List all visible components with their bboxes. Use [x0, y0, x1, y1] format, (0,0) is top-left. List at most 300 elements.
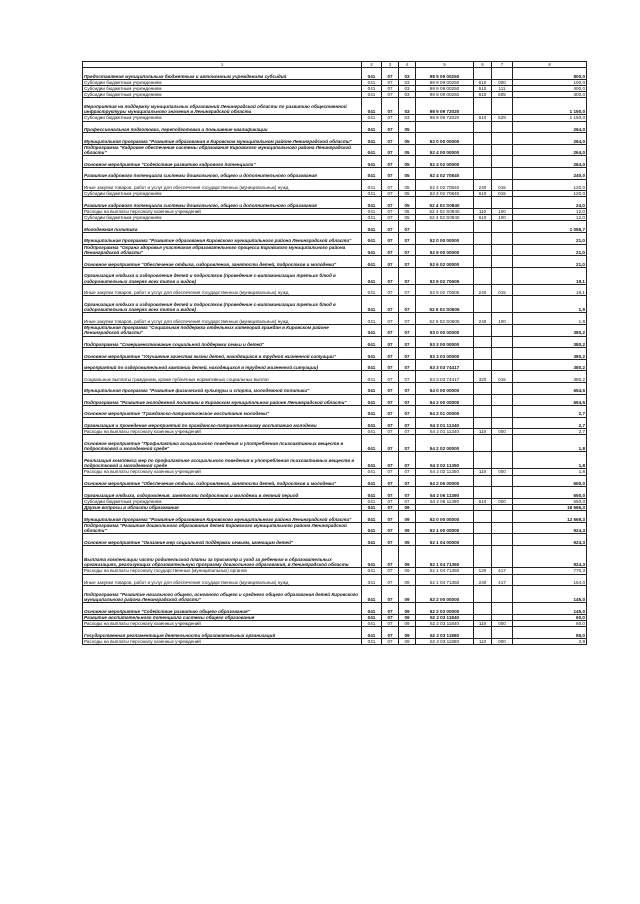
target-article-code: 52 2 03 11840: [416, 614, 474, 620]
section-code: 07: [382, 179, 399, 191]
target-article-code: 52 6 00 00000: [416, 244, 474, 256]
subsection-code: 07: [399, 429, 416, 435]
section-code: 07: [382, 284, 399, 296]
ministry-code: 041: [362, 244, 382, 256]
target-article-code: 98 9 09 00250: [416, 68, 474, 80]
table-row: [83, 296, 587, 313]
row-name: Расходы на выплаты персоналу казенных учреждений: [83, 429, 362, 435]
ministry-code: 041: [362, 221, 382, 233]
amount: 12,0: [513, 215, 587, 221]
row-name: Выплата компенсации части родительской платы за присмотр и уход за ребенком в образовательных организациях, реализующих образовательную программу дошкольного образования, в Ленинградской области: [83, 546, 362, 568]
target-article-code: 52 2 03 00000: [416, 603, 474, 615]
row-name: Основное мероприятие "Улучшение качества жизни детей, находящихся в трудной жизненной ситуации": [83, 348, 362, 360]
target-article-code: 52 4 02 00000: [416, 156, 474, 168]
table-row: [83, 394, 587, 406]
expense-type-code: 610: [474, 191, 492, 197]
subsection-code: 09: [399, 534, 416, 546]
subsection-code: 09: [399, 522, 416, 534]
ministry-code: 041: [362, 429, 382, 435]
table-row: [83, 627, 587, 639]
subsection-code: 07: [399, 469, 416, 475]
subsection-code: 03: [399, 115, 416, 121]
table-row: [83, 603, 587, 615]
amount: 654,5: [513, 382, 587, 394]
target-article-code: 52 6 02 S0605: [416, 296, 474, 313]
amount: 1,9: [513, 313, 587, 325]
target-article-code: 53 3 03 74417: [416, 371, 474, 383]
target-article-code: 98 9 09 00250: [416, 92, 474, 98]
table-row: [83, 167, 587, 179]
section-code: 07: [382, 627, 399, 639]
row-name: Организация отдыха и оздоровления детей и подростков (проведение с-витаминизации третьих блюд в оздоровительных лагерях всех типов и видов): [83, 296, 362, 313]
subsection-code: 03: [399, 98, 416, 115]
amount: 654,5: [513, 394, 587, 406]
row-name: Подпрограмма "Развитие молодежной политики в Кировском муниципальном районе Ленинградской области": [83, 394, 362, 406]
amount: 1 150,0: [513, 98, 587, 115]
expense-type-code: 240: [474, 313, 492, 325]
target-article-code: 54 2 02 00000: [416, 435, 474, 452]
target-article-code: 52 6 02 S0605: [416, 313, 474, 325]
ministry-code: 041: [362, 546, 382, 568]
subsection-code: 09: [399, 614, 416, 620]
row-name: Подпрограмма "Развитие начального общего, основного общего и среднего общего образования детей Кировского муниципального района Ленинградской области": [83, 586, 362, 603]
kosgu-code: 417: [492, 574, 513, 586]
row-name: Подпрограмма "Совершенствование социальной поддержки семьи и детей": [83, 336, 362, 348]
kosgu-code: [492, 267, 513, 284]
expense-type-code: [474, 156, 492, 168]
table-row: [83, 179, 587, 191]
amount: 1,8: [513, 452, 587, 469]
section-code: 07: [382, 232, 399, 244]
subsection-code: 09: [399, 621, 416, 627]
expense-type-code: [474, 534, 492, 546]
row-name: Муниципальная программа "Развитие образования в Кировском муниципальном районе Ленинградской области": [83, 133, 362, 145]
subsection-code: 07: [399, 324, 416, 336]
subsection-code: 07: [399, 256, 416, 268]
section-code: 07: [382, 336, 399, 348]
table-row: [83, 197, 587, 209]
kosgu-code: 505: [492, 92, 513, 98]
target-article-code: 54 2 02 11350: [416, 469, 474, 475]
target-article-code: 52 1 00 00000: [416, 522, 474, 534]
section-code: 07: [382, 475, 399, 487]
kosgu-code: [492, 98, 513, 115]
section-code: 07: [382, 417, 399, 429]
expense-type-code: 240: [474, 574, 492, 586]
subsection-code: 03: [399, 92, 416, 98]
table-row: [83, 156, 587, 168]
amount: 1 056,7: [513, 221, 587, 233]
section-code: 07: [382, 586, 399, 603]
amount: 264,0: [513, 144, 587, 156]
ministry-code: 041: [362, 603, 382, 615]
subsection-code: 05: [399, 121, 416, 133]
kosgu-code: [492, 144, 513, 156]
expense-type-code: [474, 256, 492, 268]
subsection-code: 05: [399, 133, 416, 145]
ministry-code: 041: [362, 498, 382, 504]
expense-type-code: [474, 244, 492, 256]
ministry-code: 041: [362, 336, 382, 348]
kosgu-code: [492, 586, 513, 603]
subsection-code: 07: [399, 284, 416, 296]
row-name: Развитие воспитательного потенциала системы общего образования: [83, 614, 362, 620]
table-row: [83, 452, 587, 469]
kosgu-code: 000: [492, 638, 513, 644]
subsection-code: 09: [399, 638, 416, 644]
kosgu-code: [492, 167, 513, 179]
column-number: 7: [492, 62, 513, 68]
ministry-code: 041: [362, 313, 382, 325]
budget-rows: [83, 68, 587, 645]
amount: 100,0: [513, 79, 587, 85]
amount: 1,8: [513, 435, 587, 452]
row-name: Расходы на выплаты персоналу казенных учреждений: [83, 208, 362, 214]
kosgu-code: [492, 487, 513, 499]
expense-type-code: [474, 586, 492, 603]
kosgu-code: [492, 324, 513, 336]
row-name: Развитие кадрового потенциала системы дошкольного, общего и дополнительного образования: [83, 197, 362, 209]
amount: 2,9: [513, 638, 587, 644]
amount: 380,2: [513, 348, 587, 360]
amount: 650,0: [513, 498, 587, 504]
kosgu-code: [492, 348, 513, 360]
target-article-code: 54 2 01 11340: [416, 429, 474, 435]
table-row: [83, 487, 587, 499]
expense-type-code: [474, 348, 492, 360]
subsection-code: 07: [399, 221, 416, 233]
expense-type-code: 240: [474, 284, 492, 296]
target-article-code: 54 2 01 00000: [416, 406, 474, 418]
target-article-code: 52 2 03 11880: [416, 638, 474, 644]
ministry-code: 041: [362, 296, 382, 313]
kosgu-code: [492, 534, 513, 546]
kosgu-code: 015: [492, 191, 513, 197]
table-row: [83, 382, 587, 394]
row-name: Основное мероприятие "Профилактика асоциального поведения и употребления психоактивных веществ в подростковой и молодежной среде": [83, 435, 362, 452]
ministry-code: 041: [362, 92, 382, 98]
section-code: 07: [382, 469, 399, 475]
ministry-code: 041: [362, 348, 382, 360]
amount: 1,8: [513, 469, 587, 475]
expense-type-code: [474, 68, 492, 80]
subsection-code: 05: [399, 167, 416, 179]
kosgu-code: 111: [492, 86, 513, 92]
expense-type-code: 610: [474, 215, 492, 221]
ministry-code: 041: [362, 98, 382, 115]
amount: 12,0: [513, 208, 587, 214]
expense-type-code: [474, 144, 492, 156]
amount: 145,0: [513, 586, 587, 603]
row-name: Субсидии бюджетным учреждениям: [83, 86, 362, 92]
row-name: Другие вопросы в области образования: [83, 505, 362, 511]
section-code: 07: [382, 191, 399, 197]
kosgu-code: 100: [492, 215, 513, 221]
subsection-code: 09: [399, 505, 416, 511]
kosgu-code: 529: [492, 115, 513, 121]
subsection-code: 07: [399, 267, 416, 284]
ministry-code: 041: [362, 86, 382, 92]
section-code: 07: [382, 267, 399, 284]
expense-type-code: [474, 511, 492, 523]
target-article-code: 98 9 09 00250: [416, 79, 474, 85]
expense-type-code: 110: [474, 638, 492, 644]
expense-type-code: [474, 133, 492, 145]
ministry-code: 041: [362, 179, 382, 191]
target-article-code: 52 1 04 71360: [416, 574, 474, 586]
row-name: Субсидии бюджетным учреждениям: [83, 115, 362, 121]
subsection-code: 07: [399, 336, 416, 348]
row-name: Иные закупки товаров, работ и услуг для обеспечения государственных (муниципальных) нужд: [83, 284, 362, 296]
row-name: Развитие кадрового потенциала системы дошкольного, общего и дополнительного образования: [83, 167, 362, 179]
table-row: [83, 475, 587, 487]
subsection-code: 07: [399, 452, 416, 469]
expense-type-code: 110: [474, 469, 492, 475]
expense-type-code: 610: [474, 79, 492, 85]
target-article-code: 52 4 02 70840: [416, 167, 474, 179]
amount: 21,0: [513, 256, 587, 268]
amount: 24,0: [513, 197, 587, 209]
column-number: 8: [513, 62, 587, 68]
ministry-code: 041: [362, 232, 382, 244]
column-number: 5: [416, 62, 474, 68]
kosgu-code: [492, 475, 513, 487]
subsection-code: 07: [399, 348, 416, 360]
amount: 21,0: [513, 244, 587, 256]
table-row: [83, 256, 587, 268]
section-code: 07: [382, 215, 399, 221]
expense-type-code: [474, 435, 492, 452]
kosgu-code: 417: [492, 568, 513, 574]
expense-type-code: [474, 324, 492, 336]
table-row: [83, 359, 587, 371]
kosgu-code: [492, 522, 513, 534]
row-name: Иные закупки товаров, работ и услуг для обеспечения государственных (муниципальных) нужд: [83, 574, 362, 586]
kosgu-code: [492, 121, 513, 133]
kosgu-code: [492, 133, 513, 145]
ministry-code: 041: [362, 568, 382, 574]
amount: 300,0: [513, 92, 587, 98]
kosgu-code: [492, 627, 513, 639]
subsection-code: 05: [399, 215, 416, 221]
row-name: Основное мероприятие "Содействие развитию кадрового потенциала": [83, 156, 362, 168]
kosgu-code: 000: [492, 469, 513, 475]
row-name: Подпрограмма "Кадровое обеспечение системы образования Кировского муниципального района Ленинградской области": [83, 144, 362, 156]
table-row: [83, 348, 587, 360]
kosgu-code: [492, 417, 513, 429]
row-name: Субсидии бюджетным учреждениям: [83, 92, 362, 98]
ministry-code: 041: [362, 156, 382, 168]
subsection-code: 05: [399, 144, 416, 156]
section-code: 07: [382, 324, 399, 336]
amount: 1,9: [513, 296, 587, 313]
ministry-code: 041: [362, 267, 382, 284]
amount: 264,0: [513, 133, 587, 145]
section-code: 07: [382, 406, 399, 418]
expense-type-code: 610: [474, 86, 492, 92]
section-code: 07: [382, 296, 399, 313]
target-article-code: 54 0 00 00000: [416, 382, 474, 394]
expense-type-code: [474, 546, 492, 568]
kosgu-code: [492, 68, 513, 80]
subsection-code: 05: [399, 179, 416, 191]
kosgu-code: [492, 511, 513, 523]
ministry-code: 041: [362, 452, 382, 469]
target-article-code: 53 3 03 00000: [416, 348, 474, 360]
expense-type-code: [474, 627, 492, 639]
amount: 380,2: [513, 324, 587, 336]
section-code: 07: [382, 487, 399, 499]
expense-type-code: [474, 167, 492, 179]
amount: 145,0: [513, 603, 587, 615]
row-name: Расходы на выплаты персоналу государственных (муниципальных) органов: [83, 568, 362, 574]
target-article-code: 54 2 00 00000: [416, 394, 474, 406]
section-code: 07: [382, 348, 399, 360]
expense-type-code: 110: [474, 208, 492, 214]
amount: 650,0: [513, 487, 587, 499]
expense-type-code: [474, 394, 492, 406]
section-code: 07: [382, 121, 399, 133]
target-article-code: 52 4 02 70840: [416, 191, 474, 197]
kosgu-code: [492, 221, 513, 233]
amount: 2,7: [513, 417, 587, 429]
ministry-code: 041: [362, 208, 382, 214]
row-name: Субсидии бюджетным учреждениям: [83, 498, 362, 504]
ministry-code: 041: [362, 191, 382, 197]
amount: 1 150,0: [513, 115, 587, 121]
target-article-code: 98 9 09 72020: [416, 98, 474, 115]
target-article-code: 53 0 00 00000: [416, 324, 474, 336]
amount: 380,2: [513, 336, 587, 348]
ministry-code: 041: [362, 534, 382, 546]
amount: 240,0: [513, 167, 587, 179]
expense-type-code: [474, 475, 492, 487]
section-code: 07: [382, 144, 399, 156]
expense-type-code: 610: [474, 498, 492, 504]
section-code: 07: [382, 371, 399, 383]
ministry-code: 041: [362, 133, 382, 145]
kosgu-code: 000: [492, 79, 513, 85]
subsection-code: 05: [399, 156, 416, 168]
target-article-code: [416, 221, 474, 233]
section-code: 07: [382, 68, 399, 80]
table-row: [83, 371, 587, 383]
kosgu-code: 000: [492, 498, 513, 504]
row-name: Молодежная политика: [83, 221, 362, 233]
kosgu-code: [492, 406, 513, 418]
budget-table: [82, 61, 586, 645]
kosgu-code: 015: [492, 179, 513, 191]
row-name: Основное мероприятие "Обеспечение отдыха, оздоровления, занятости детей, подростков и молодежи": [83, 475, 362, 487]
row-name: Подпрограмма "Охрана здоровья участников образовательного процесса Кировского муниципального района Ленинградской области": [83, 244, 362, 256]
ministry-code: 041: [362, 121, 382, 133]
expense-type-code: [474, 197, 492, 209]
row-name: мероприятий по оздоровительной кампании детей, находящихся в трудной жизненной ситуации): [83, 359, 362, 371]
section-code: 07: [382, 256, 399, 268]
column-number: 1: [83, 62, 362, 68]
subsection-code: 09: [399, 511, 416, 523]
column-number: 3: [382, 62, 399, 68]
table-row: [83, 221, 587, 233]
ministry-code: 041: [362, 406, 382, 418]
ministry-code: 041: [362, 505, 382, 511]
amount: 650,0: [513, 475, 587, 487]
row-name: Субсидии бюджетным учреждениям: [83, 79, 362, 85]
subsection-code: 07: [399, 475, 416, 487]
target-article-code: 53 3 00 00000: [416, 336, 474, 348]
table-row: [83, 313, 587, 325]
table-row: [83, 534, 587, 546]
subsection-code: 07: [399, 359, 416, 371]
target-article-code: 52 2 00 00000: [416, 586, 474, 603]
ministry-code: 041: [362, 638, 382, 644]
amount: 120,0: [513, 179, 587, 191]
target-article-code: 54 2 06 00000: [416, 475, 474, 487]
subsection-code: 07: [399, 382, 416, 394]
row-name: Муниципальная программа "Развитие образования Кировского муниципального района Ленинградской области": [83, 232, 362, 244]
row-name: Муниципальная программа "Развитие образования Кировского муниципального района Ленинградской области": [83, 511, 362, 523]
amount: 60,0: [513, 614, 587, 620]
subsection-code: 03: [399, 68, 416, 80]
target-article-code: 52 2 03 11840: [416, 621, 474, 627]
expense-type-code: 610: [474, 92, 492, 98]
target-article-code: 98 9 09 72020: [416, 115, 474, 121]
amount: 380,2: [513, 359, 587, 371]
section-code: 07: [382, 429, 399, 435]
row-name: Субсидии бюджетным учреждениям: [83, 215, 362, 221]
section-code: 07: [382, 313, 399, 325]
table-row: [83, 68, 587, 80]
table-row: [83, 638, 587, 644]
kosgu-code: [492, 296, 513, 313]
kosgu-code: 100: [492, 313, 513, 325]
section-code: 07: [382, 86, 399, 92]
expense-type-code: 110: [474, 429, 492, 435]
expense-type-code: 320: [474, 371, 492, 383]
target-article-code: 52 4 00 00000: [416, 144, 474, 156]
ministry-code: 041: [362, 382, 382, 394]
subsection-code: 07: [399, 371, 416, 383]
ministry-code: 041: [362, 284, 382, 296]
section-code: 07: [382, 92, 399, 98]
amount: 770,3: [513, 568, 587, 574]
ministry-code: 041: [362, 574, 382, 586]
target-article-code: 52 6 02 70605: [416, 267, 474, 284]
amount: 264,0: [513, 121, 587, 133]
expense-type-code: [474, 296, 492, 313]
expense-type-code: [474, 359, 492, 371]
table-row: [83, 121, 587, 133]
amount: 18 566,3: [513, 505, 587, 511]
section-code: 07: [382, 115, 399, 121]
ministry-code: 041: [362, 586, 382, 603]
section-code: 07: [382, 197, 399, 209]
amount: 19,1: [513, 267, 587, 284]
row-name: Субсидии бюджетным учреждениям: [83, 191, 362, 197]
expense-type-code: 610: [474, 115, 492, 121]
target-article-code: 54 2 06 11390: [416, 498, 474, 504]
row-name: Социальные выплаты гражданам, кроме публичных нормативных социальных выплат: [83, 371, 362, 383]
table-row: [83, 144, 587, 156]
expense-type-code: [474, 267, 492, 284]
row-name: Реализация комплекса мер по профилактике асоциального поведения и употребления психоактивных веществ в подростковой и молодежной среде: [83, 452, 362, 469]
kosgu-code: [492, 603, 513, 615]
expense-type-code: [474, 232, 492, 244]
row-name: Расходы на выплаты персоналу казенных учреждений: [83, 621, 362, 627]
ministry-code: 041: [362, 371, 382, 383]
row-name: Иные закупки товаров, работ и услуг для обеспечения государственных (муниципальных) нужд: [83, 313, 362, 325]
section-code: 07: [382, 156, 399, 168]
